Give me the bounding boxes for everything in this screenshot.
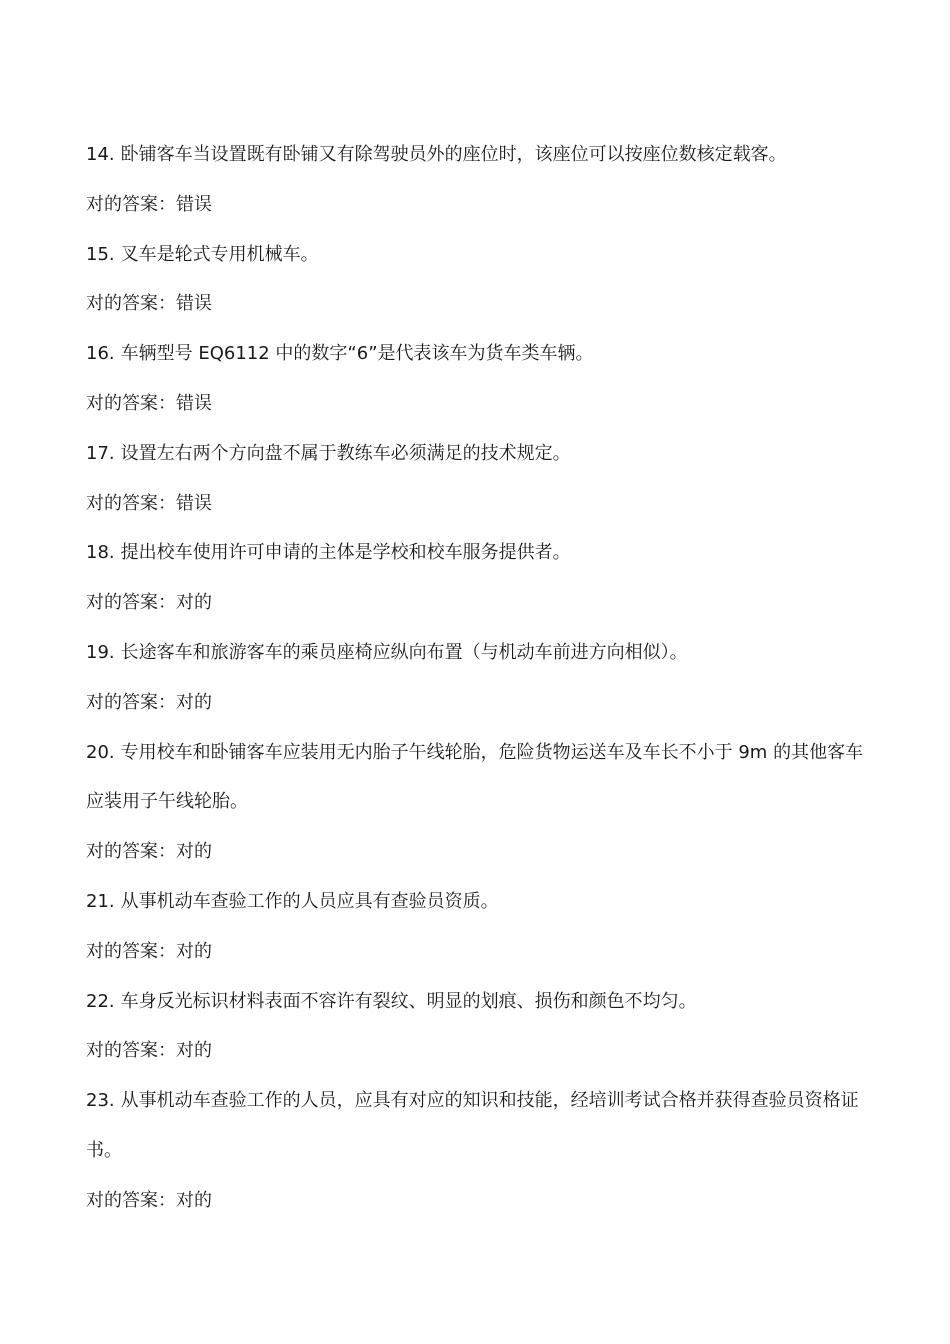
question-number: 18.	[86, 542, 115, 564]
answer-value: 对的	[176, 841, 212, 863]
answer-label: 对的答案：	[86, 592, 176, 614]
question-text: 车辆型号 EQ6112 中的数字“6”是代表该车为货车类车辆。	[120, 343, 594, 365]
answer-item	[86, 379, 876, 429]
question-text: 从事机动车查验工作的人员，应具有对应的知识和技能，经培训考试合格并获得查验员资格证书。	[86, 1090, 859, 1161]
answer-label: 对的答案：	[86, 1189, 176, 1211]
answer-label: 对的答案：	[86, 293, 176, 315]
question-item	[86, 130, 876, 180]
question-number: 19.	[86, 641, 115, 663]
question-text: 设置左右两个方向盘不属于教练车必须满足的技术规定。	[120, 442, 571, 464]
question-item	[86, 628, 876, 678]
answer-label: 对的答案：	[86, 193, 176, 215]
answer-label: 对的答案：	[86, 492, 176, 514]
answer-item	[86, 1176, 876, 1226]
answer-label: 对的答案：	[86, 1040, 176, 1062]
answer-item	[86, 678, 876, 728]
question-text: 专用校车和卧铺客车应装用无内胎子午线轮胎，危险货物运送车及车长不小于 9m 的其他客车应装用子午线轮胎。	[86, 741, 864, 813]
answer-value: 错误	[176, 392, 212, 414]
answer-label: 对的答案：	[86, 691, 176, 713]
answer-item	[86, 1026, 876, 1076]
answer-value: 对的	[176, 592, 212, 614]
answer-label: 对的答案：	[86, 392, 176, 414]
question-text: 提出校车使用许可申请的主体是学校和校车服务提供者。	[120, 542, 571, 564]
question-number: 17.	[86, 442, 115, 464]
answer-label: 对的答案：	[86, 841, 176, 863]
question-number: 23.	[86, 1090, 115, 1112]
answer-value: 对的	[176, 1040, 212, 1062]
question-item	[86, 1076, 876, 1176]
question-text: 长途客车和旅游客车的乘员座椅应纵向布置（与机动车前进方向相似）。	[120, 641, 688, 663]
answer-item	[86, 578, 876, 628]
question-text: 车身反光标识材料表面不容许有裂纹、明显的划痕、损伤和颜色不均匀。	[120, 990, 697, 1012]
answer-value: 对的	[176, 940, 212, 962]
answer-value: 对的	[176, 1189, 212, 1211]
answer-label: 对的答案：	[86, 940, 176, 962]
question-number: 20.	[86, 741, 115, 763]
document-page	[86, 130, 876, 1226]
answer-value: 错误	[176, 193, 212, 215]
question-text: 卧铺客车当设置既有卧铺又有除驾驶员外的座位时，该座位可以按座位数核定载客。	[120, 144, 787, 165]
question-item	[86, 977, 876, 1027]
answer-value: 错误	[176, 492, 212, 514]
question-item	[86, 528, 876, 578]
question-item	[86, 230, 876, 280]
question-number: 16.	[86, 343, 115, 365]
question-number: 22.	[86, 990, 115, 1012]
answer-item	[86, 180, 876, 230]
answer-value: 对的	[176, 691, 212, 713]
question-item	[86, 329, 876, 379]
question-number: 21.	[86, 890, 115, 912]
question-number: 15.	[86, 243, 115, 265]
answer-item	[86, 927, 876, 977]
question-text: 叉车是轮式专用机械车。	[120, 243, 319, 265]
answer-item	[86, 279, 876, 329]
question-text: 从事机动车查验工作的人员应具有查验员资质。	[120, 890, 499, 912]
question-item	[86, 429, 876, 479]
question-number: 14.	[86, 144, 115, 165]
answer-item	[86, 827, 876, 877]
answer-item	[86, 479, 876, 529]
answer-value: 错误	[176, 293, 212, 315]
question-item	[86, 728, 876, 828]
question-item	[86, 877, 876, 927]
